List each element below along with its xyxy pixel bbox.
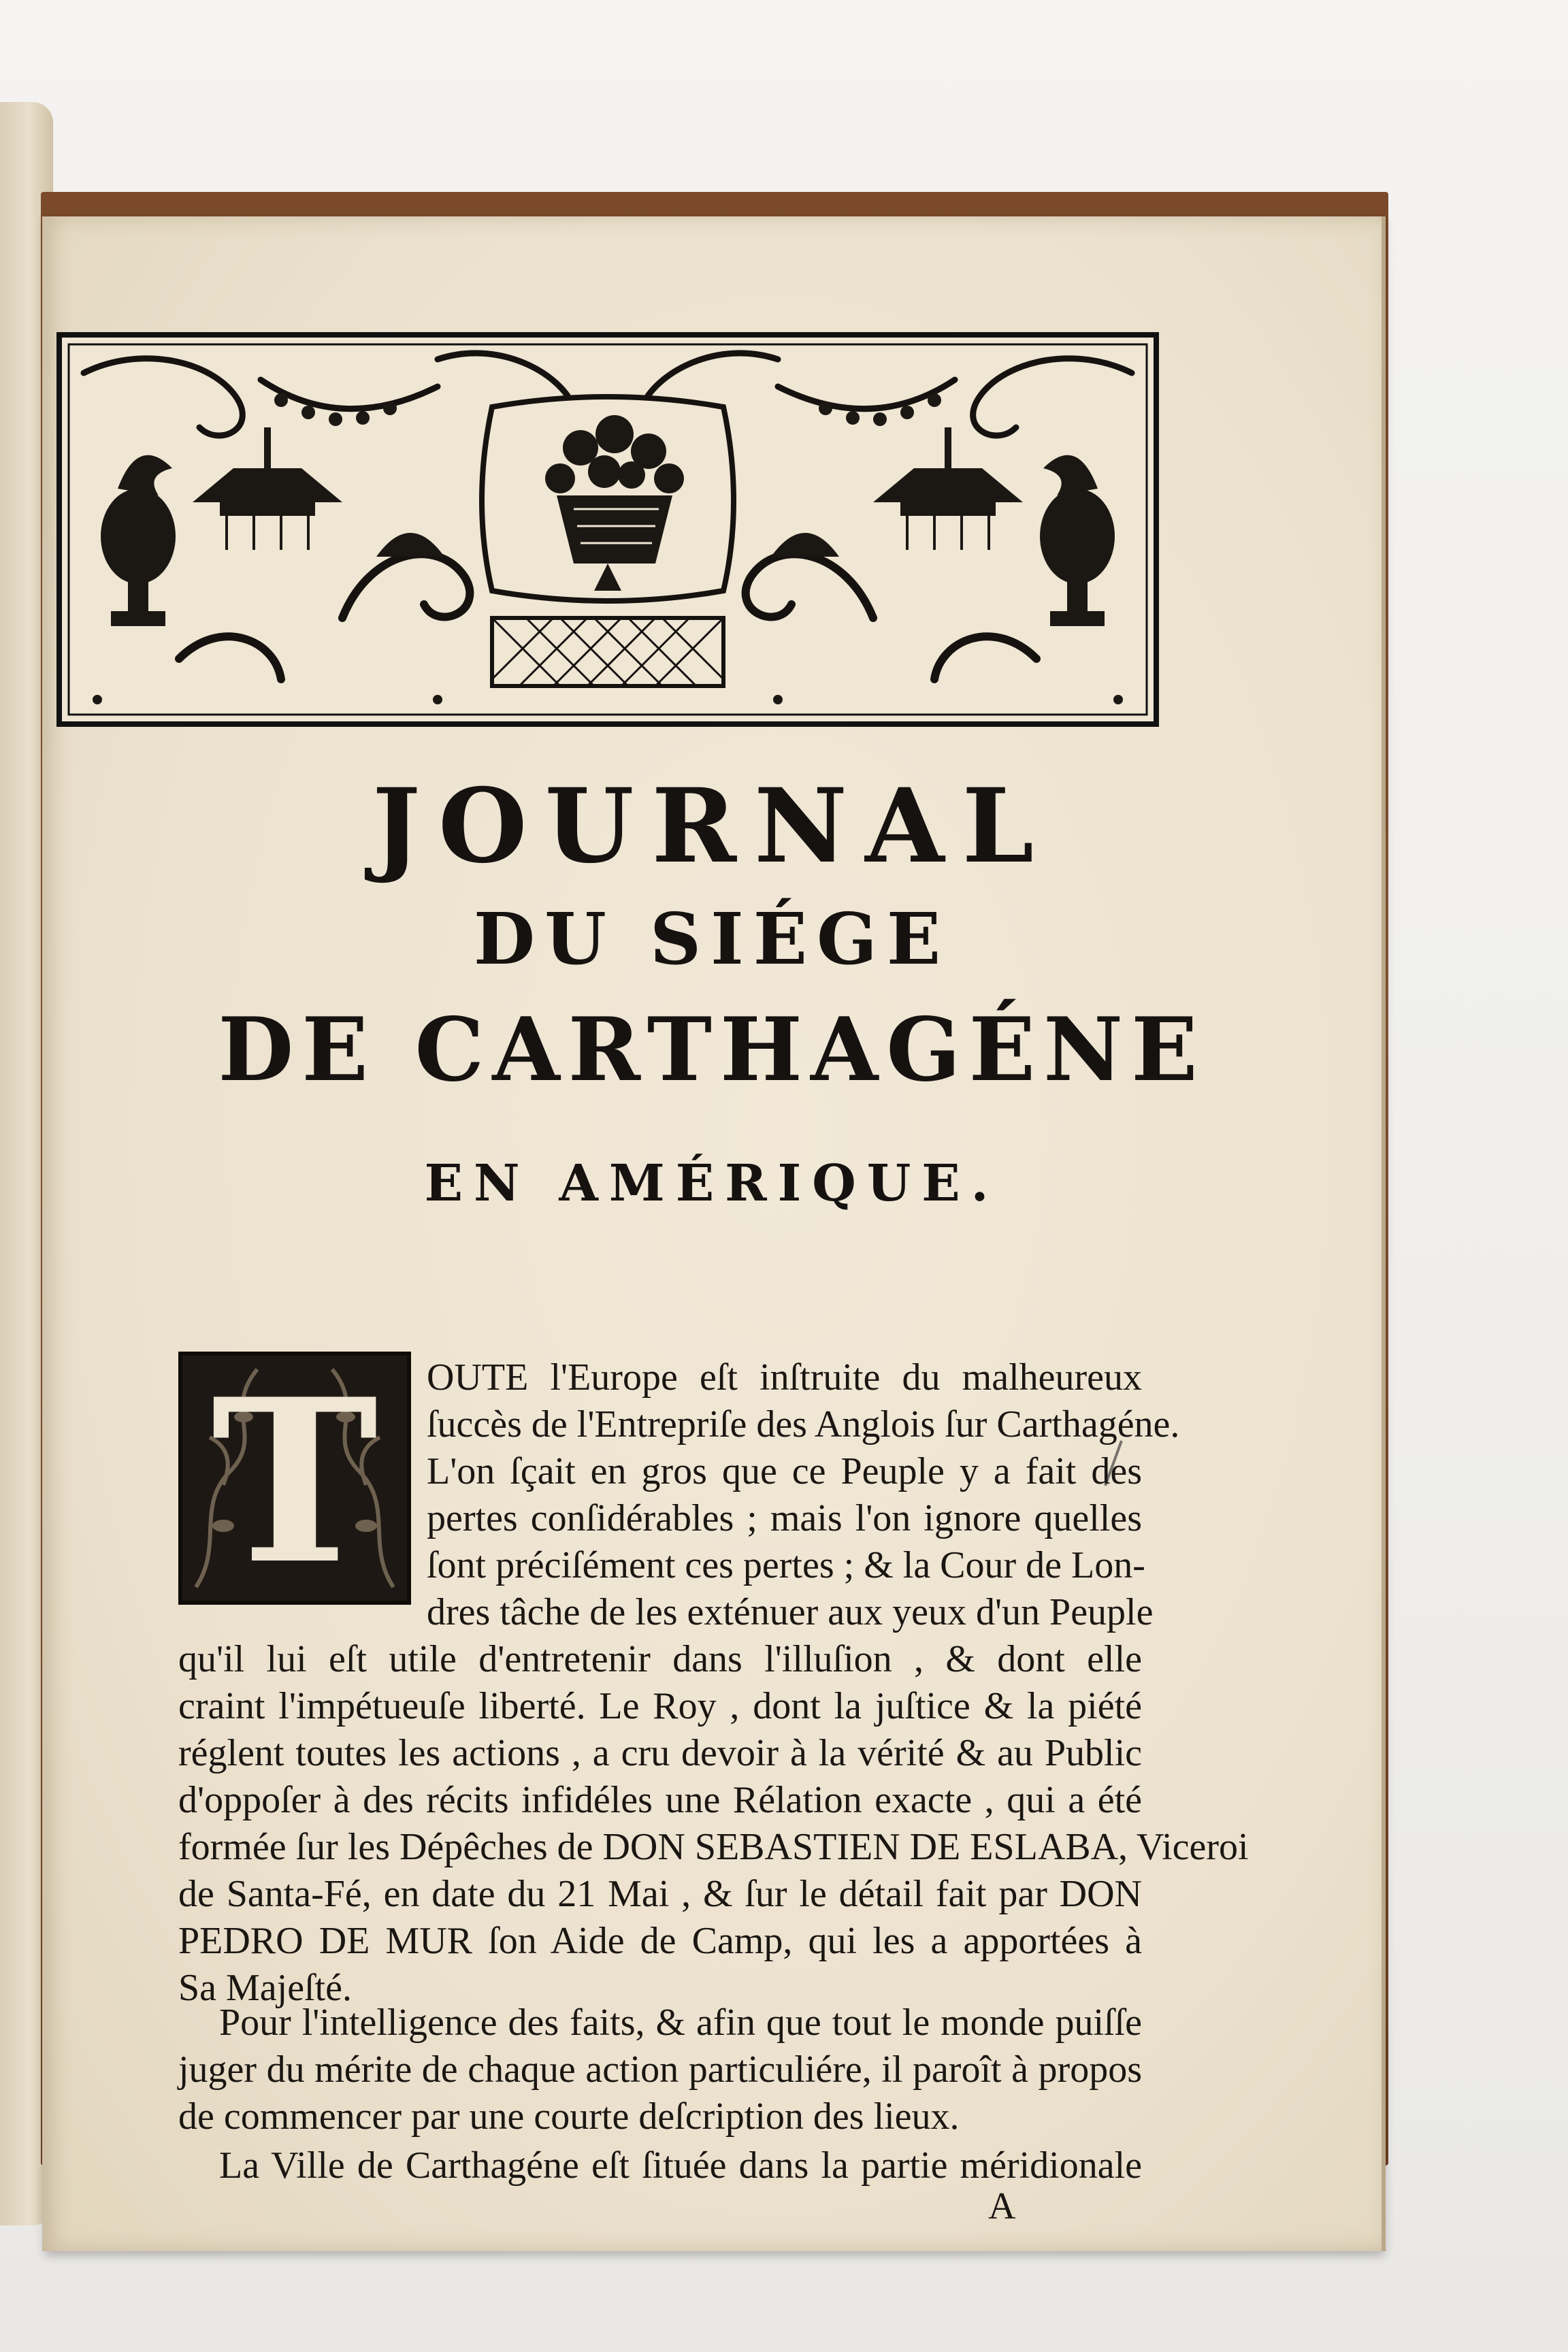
title-journal: JOURNAL (372, 766, 1052, 886)
book-page (42, 216, 1382, 2251)
text-line: pertes conſidérables ; mais l'on ignore quelles (427, 1497, 1142, 1539)
title-de-carthagene: DE CARTHAGÉNE (218, 999, 1206, 1101)
page-edge (1382, 216, 1386, 2251)
title-du-siege: DU SIÉGE (473, 897, 951, 981)
text-line: Pour l'intelligence des faits, & afin que tout le monde puiſſe (219, 2002, 1142, 2044)
text-line: craint l'impétueuſe liberté. Le Roy , dont la juſtice & la piété (178, 1685, 1142, 1727)
signature-mark: A (988, 2185, 1016, 2227)
paragraph-situation (178, 2142, 1142, 2189)
text-line: de commencer par une courte deſcription des lieux. (178, 2095, 960, 2138)
paragraph-introduction (178, 1350, 1249, 2012)
title-en-amerique: EN AMÉRIQUE. (424, 1154, 1000, 1213)
text-line: de Santa-Fé, en date du 21 Mai , & ſur le détail fait par DON (178, 1873, 1142, 1915)
text-line: formée ſur les Dépêches de DON SEBASTIEN DE ESLABA, Viceroi (178, 1826, 1249, 1868)
text-line: juger du mérite de chaque action particuliére, il paroît à propos (178, 2048, 1142, 2091)
text-line: dres tâche de les exténuer aux yeux d'un Peuple (427, 1591, 1154, 1633)
text-line: PEDRO DE MUR ſon Aide de Camp, qui les a apportées à (178, 1920, 1142, 1962)
text-line: L'on ſçait en gros que ce Peuple y a fait des (427, 1450, 1142, 1492)
text-line: OUTE l'Europe eſt inſtruite du malheureux (427, 1356, 1142, 1399)
text-line: qu'il lui eſt utile d'entretenir dans l'illuſion , & dont elle (178, 1638, 1142, 1680)
text-line: Sa Majeſté. (178, 1967, 353, 2009)
text-line: d'oppoſer à des récits infidéles une Rélation exacte , qui a été (178, 1779, 1142, 1821)
ornamental-headpiece (56, 332, 1159, 727)
text-line: ſuccès de l'Entrepriſe des Anglois ſur Carthagéne. (427, 1403, 1180, 1446)
drop-capital-letter: T (211, 1350, 378, 1614)
text-line: ſont préciſément ces pertes ; & la Cour de Lon- (427, 1544, 1145, 1586)
text-line: réglent toutes les actions , a cru devoir à la vérité & au Public (178, 1732, 1142, 1774)
text-line: La Ville de Carthagéne eſt ſituée dans la partie méridionale (219, 2144, 1142, 2187)
paragraph-intelligence (178, 1999, 1142, 2140)
